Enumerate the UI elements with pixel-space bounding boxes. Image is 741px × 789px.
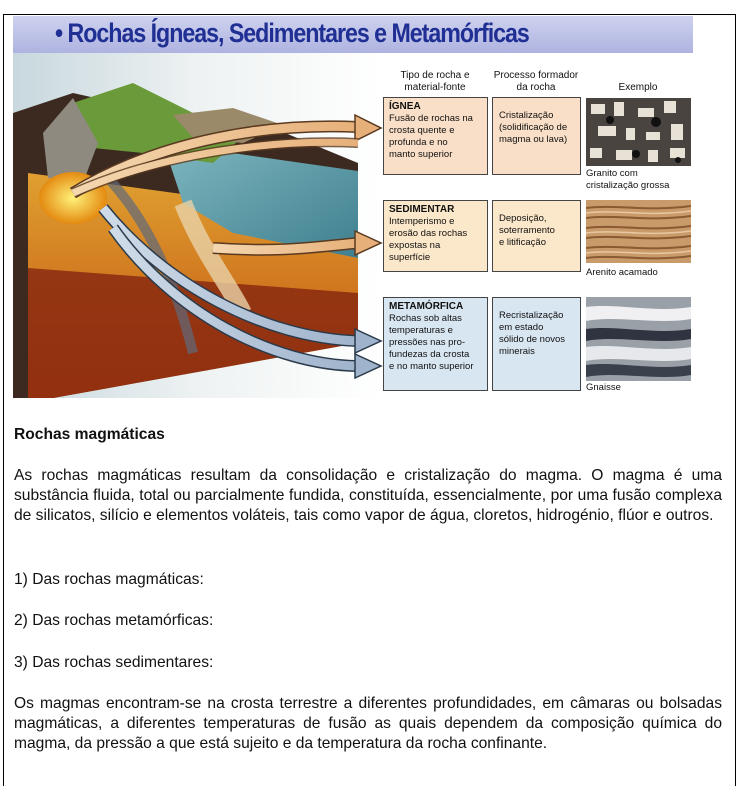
paragraph-intro: As rochas magmáticas resultam da consolidação e cristalização do magma. O magma é uma substância fluida, total ou parcialmente fundida, constituída, essencialmente, por uma fusão complexa de silicatos, silício e elementos voláteis, tais como vapor de água, cloretos, hidrogénio, flúor e outros. [14, 467, 722, 524]
metamorphic-process-box [492, 297, 581, 391]
igneous-box [383, 97, 488, 175]
metamorphic-process-line: sólido de novos [499, 334, 566, 345]
sedimentary-source-line: Intemperismo e [389, 216, 455, 227]
column-header-example: Exemplo [618, 82, 658, 93]
sedimentary-source-line: superfície [389, 252, 431, 263]
sedimentary-process-box [492, 200, 581, 272]
metamorphic-source-line: fundezas da crosta [389, 349, 470, 360]
sedimentary-process-line: Deposição, [499, 213, 547, 224]
gneiss-label-line: Gnaisse [586, 382, 621, 393]
rock-cycle-figure [13, 16, 693, 398]
sedimentary-label: SEDIMENTAR [389, 204, 455, 215]
metamorphic-box [383, 297, 488, 391]
granite-label [586, 168, 669, 192]
gneiss-label [586, 382, 621, 394]
sedimentary-box [383, 200, 488, 272]
sedimentary-source-line: erosão das rochas [389, 228, 468, 239]
granite-label-line: Granito com [586, 168, 638, 179]
section-heading: Rochas magmáticas [14, 426, 165, 443]
gneiss-sample-image [586, 297, 691, 381]
metamorphic-process-line: minerais [499, 346, 535, 357]
metamorphic-source-line: Rochas sob altas [389, 313, 462, 324]
list-item: 2) Das rochas metamórficas: [14, 612, 214, 629]
sedimentary-process-line: soterramento [499, 225, 555, 236]
igneous-process-line: (solidificação de [499, 122, 568, 133]
igneous-process-box [492, 97, 581, 175]
sedimentary-source-line: expostas na [389, 240, 441, 251]
igneous-source-line: Fusão de rochas na [389, 113, 473, 124]
figure-banner [13, 16, 693, 53]
igneous-source-line: crosta quente e [389, 125, 455, 136]
sandstone-label-line: Arenito acamado [586, 267, 658, 278]
metamorphic-source-line: temperaturas e [389, 325, 453, 336]
igneous-label: ÍGNEA [389, 101, 421, 112]
paragraph-magmas: Os magmas encontram-se na crosta terrestre a diferentes profundidades, em câmaras ou bolsadas magmáticas, a diferentes temperaturas de fusão as quais dependem da composição química do magma, da pressão a que está sujeito e da temperatura da rocha confinante. [14, 695, 722, 752]
igneous-source-line: manto superior [389, 149, 453, 160]
metamorphic-process-line: Recristalização [499, 310, 564, 321]
figure-title: • Rochas Ígneas, Sedimentares e Metamórficas [55, 18, 529, 48]
metamorphic-source-line: pressões nas pro- [389, 337, 466, 348]
document-page [3, 14, 736, 786]
metamorphic-source-line: e no manto superior [389, 361, 474, 372]
column-header-process: Processo formador da rocha [493, 70, 579, 93]
sandstone-label [586, 267, 658, 279]
metamorphic-process-line: em estado [499, 322, 544, 333]
list-item: 1) Das rochas magmáticas: [14, 571, 204, 588]
igneous-process-line: magma ou lava) [499, 134, 568, 145]
sandstone-sample-image [586, 200, 691, 263]
metamorphic-label: METAMÓRFICA [389, 301, 464, 312]
column-header-rock-type: Tipo de rocha e material-fonte [400, 70, 470, 93]
sedimentary-process-line: e litificação [499, 237, 546, 248]
list-item: 3) Das rochas sedimentares: [14, 654, 214, 671]
igneous-process-line: Cristalização [499, 110, 554, 121]
igneous-source-line: profunda e no [389, 137, 448, 148]
granite-sample-image [586, 98, 691, 166]
granite-label-line: cristalização grossa [586, 180, 670, 191]
